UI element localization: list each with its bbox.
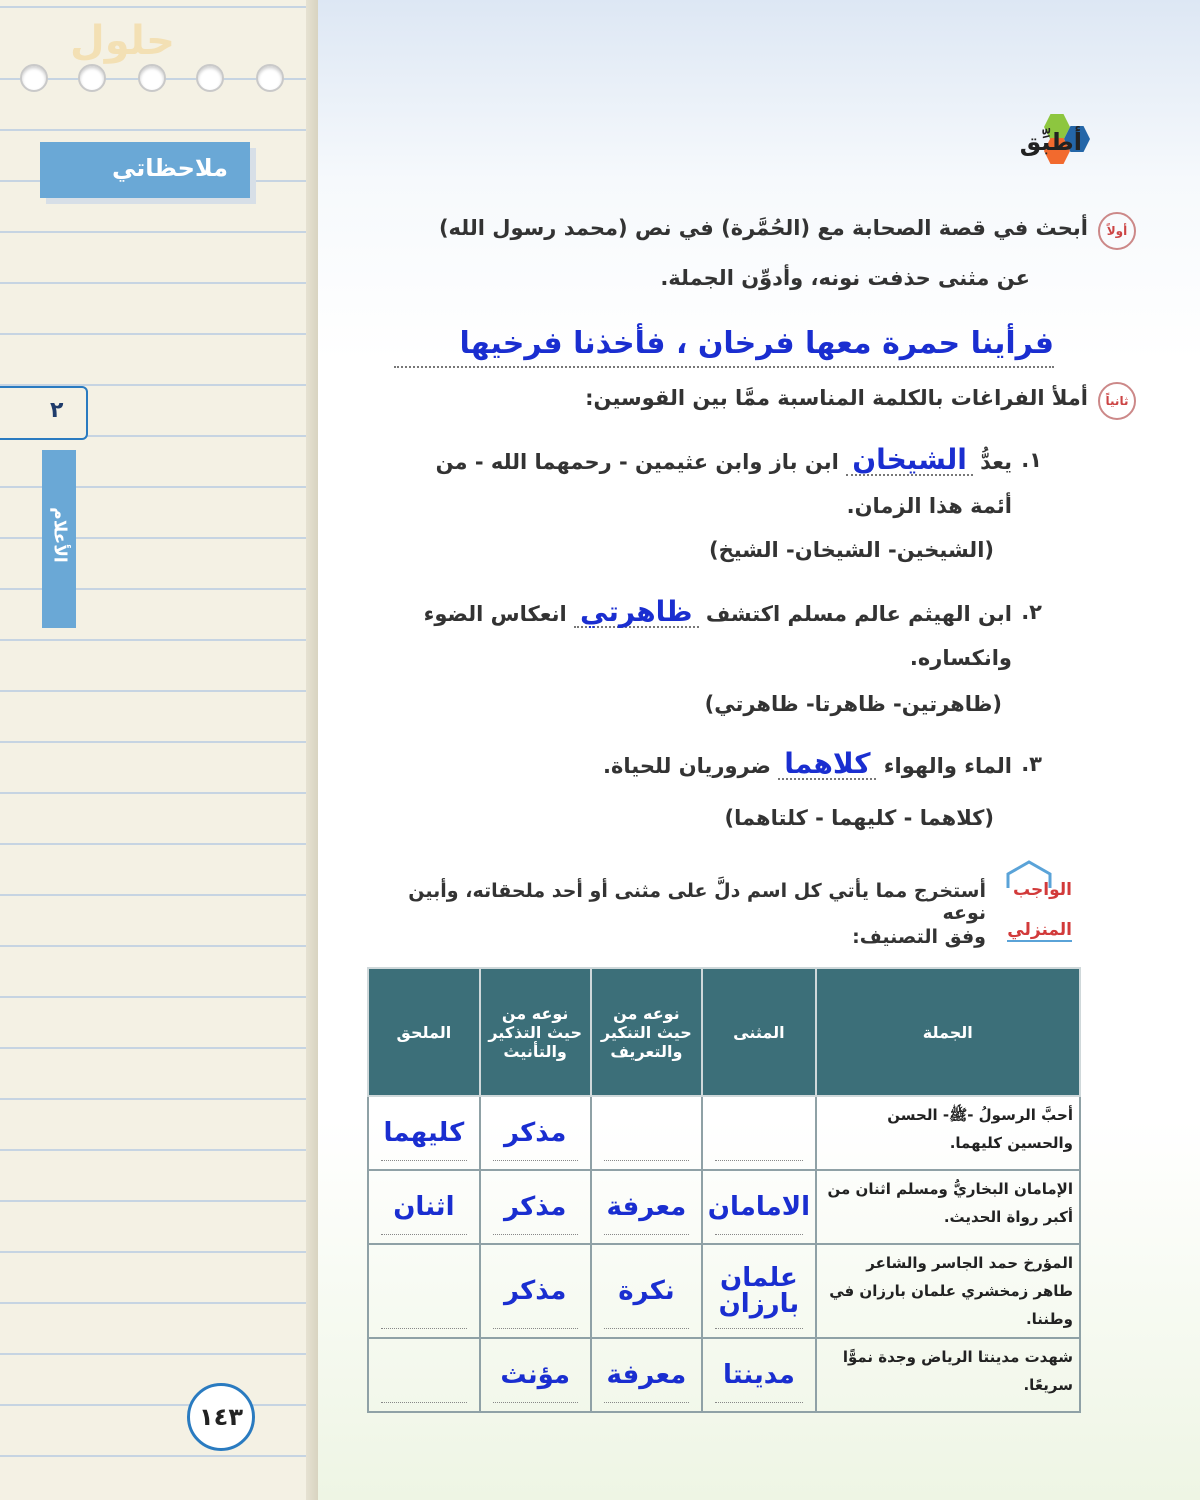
row-sentence: أحبَّ الرسولُ -ﷺ- الحسن والحسين كليهما.	[816, 1096, 1080, 1170]
row-gender: مذكر	[480, 1096, 591, 1170]
q1-badge: أولاً	[1098, 212, 1136, 250]
row-mulhaq	[368, 1338, 480, 1412]
q2-item-2-num: ٢.	[1021, 600, 1042, 624]
table-header-row	[368, 968, 1080, 1096]
q2-item-3-after: ضروريان للحياة.	[602, 754, 771, 778]
row-muthanna: مدينتا	[702, 1338, 815, 1412]
q2-item-2-options: (ظاهرتين- ظاهرتا- ظاهرتي)	[704, 692, 1002, 716]
row-sentence: شهدت مدينتا الرياض وجدة نموًّا سريعًا.	[816, 1338, 1080, 1412]
q1-answer-line	[394, 322, 1054, 368]
q2-item-3-options: (كلاهما - كليهما - كلتاهما)	[724, 806, 994, 830]
q2-item-2-before: ابن الهيثم عالم مسلم اكتشف	[705, 602, 1012, 626]
classification-table	[367, 967, 1081, 1413]
unit-number: ٢	[50, 398, 64, 423]
notes-title: ملاحظاتي	[111, 154, 228, 182]
unit-name: الأعلام	[49, 507, 70, 563]
table-row	[368, 1170, 1080, 1244]
q2-item-3-answer: كلاهما	[784, 747, 871, 780]
row-muthanna	[702, 1096, 815, 1170]
q2-block	[528, 386, 1129, 410]
row-definiteness: معرفة	[591, 1170, 703, 1244]
q1-answer: فرأينا حمرة معها فرخان ، فأخذنا فرخيها	[459, 326, 1054, 361]
row-sentence: المؤرخ حمد الجاسر والشاعر طاهر زمخشري علمان بارزان في وطننا.	[816, 1244, 1080, 1338]
homework-line2: وفق التصنيف:	[852, 926, 986, 948]
unit-name-tag	[42, 450, 76, 628]
row-gender: مؤنث	[480, 1338, 591, 1412]
row-sentence: الإمامان البخاريُّ ومسلم اثنان من أكبر رواة الحديث.	[816, 1170, 1080, 1244]
q2-item-1-before: يعدُّ	[980, 450, 1012, 474]
table-row	[368, 1338, 1080, 1412]
q2-item-3-before: الماء والهواء	[883, 754, 1012, 778]
header-gender: نوعه من حيث التذكير والتأنيث	[480, 968, 591, 1096]
homework-label-2: المنزلي	[1007, 920, 1072, 940]
notes-edge	[306, 0, 318, 1500]
header-sentence: الجملة	[816, 968, 1080, 1096]
q1-line1: أبحث في قصة الصحابة مع (الحُمَّرة) في نص (محمد رسول الله)	[438, 216, 1088, 240]
section-title: أطبِّق	[1019, 128, 1082, 156]
binder-holes	[20, 64, 290, 94]
row-mulhaq: كليهما	[368, 1096, 480, 1170]
row-gender: مذكر	[480, 1170, 591, 1244]
q2-badge: ثانياً	[1098, 382, 1136, 420]
watermark: حلول	[70, 18, 175, 64]
q2-item-1-after: ابن باز وابن عثيمين - رحمهما الله - من	[435, 450, 839, 474]
q2-item-2-line2: وانكساره.	[909, 646, 1012, 670]
row-definiteness: نكرة	[591, 1244, 703, 1338]
row-gender: مذكر	[480, 1244, 591, 1338]
notes-title-tag	[40, 142, 250, 198]
q2-item-1-line2: أئمة هذا الزمان.	[846, 494, 1012, 518]
q1-line2: عن مثنى حذفت نونه، وأدوِّن الجملة.	[660, 266, 1030, 290]
q2-item-2-answer: ظاهرتي	[579, 595, 693, 628]
table-row	[368, 1096, 1080, 1170]
page-number: ١٤٣	[187, 1383, 255, 1451]
q2-prompt: أملأ الفراغات بالكلمة المناسبة ممَّا بين القوسين:	[585, 386, 1088, 410]
header-mulhaq: الملحق	[368, 968, 480, 1096]
q2-item-1	[392, 438, 1042, 528]
homework-line1: أستخرج مما يأتي كل اسم دلَّ على مثنى أو أحد ملحقاته، وأبين نوعه	[408, 880, 986, 924]
row-mulhaq	[368, 1244, 480, 1338]
q2-item-3-num: ٣.	[1021, 752, 1042, 776]
homework-label-1: الواجب	[1013, 880, 1072, 900]
q1-block	[408, 216, 1128, 240]
row-muthanna: الامامان	[702, 1170, 815, 1244]
notes-margin	[0, 0, 318, 1500]
header-definiteness: نوعه من حيث التنكير والتعريف	[591, 968, 703, 1096]
q2-item-1-answer: الشيخان	[852, 443, 967, 476]
row-muthanna: علمان بارزان	[702, 1244, 815, 1338]
q2-item-1-num: ١.	[1021, 448, 1042, 472]
q2-item-1-options: (الشيخين- الشيخان- الشيخ)	[708, 538, 994, 562]
table-row	[368, 1244, 1080, 1338]
row-definiteness: معرفة	[591, 1338, 703, 1412]
q2-item-3	[392, 742, 1042, 788]
q2-item-2-after: انعكاس الضوء	[423, 602, 567, 626]
unit-number-box	[0, 386, 88, 440]
row-mulhaq: اثنان	[368, 1170, 480, 1244]
header-muthanna: المثنى	[702, 968, 815, 1096]
q2-item-2	[392, 590, 1042, 680]
row-definiteness	[591, 1096, 703, 1170]
